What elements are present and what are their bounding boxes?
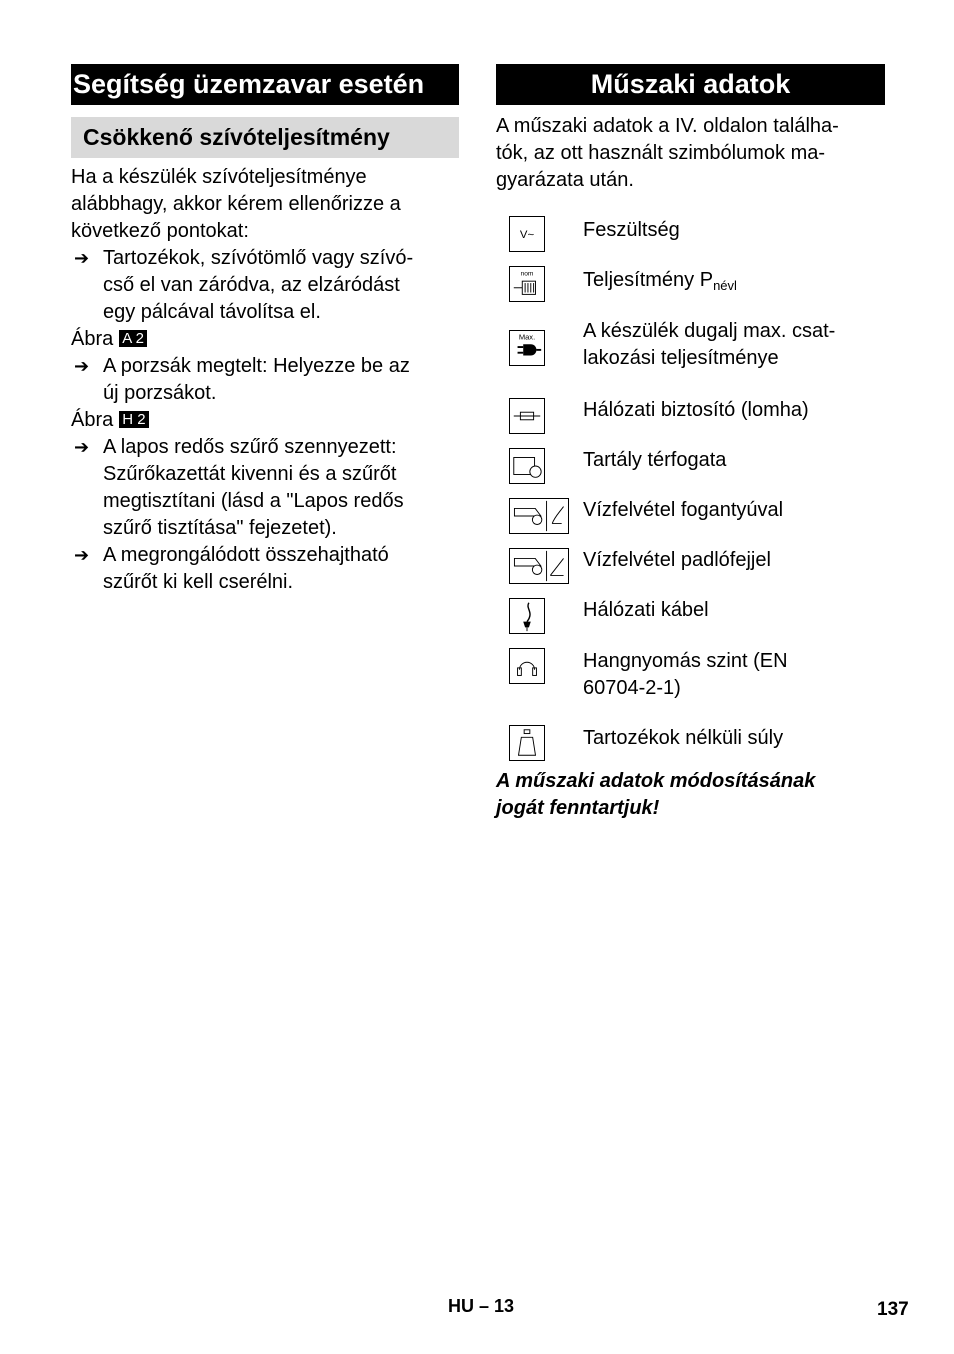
arrow-right-icon: ➔ (74, 356, 90, 376)
notice-line: A műszaki adatok módosításának (496, 770, 816, 792)
intro-line: Ha a készülék szívóteljesítménye (71, 166, 367, 188)
voltage-icon (509, 216, 545, 252)
svg-text:V~: V~ (519, 228, 535, 241)
symbol-label (583, 267, 883, 299)
bullet-item (71, 434, 459, 542)
bullet-line: cső el van záródva, az elzáródást (103, 274, 400, 296)
symbol-label: Hálózati biztosító (lomha) (583, 399, 809, 421)
bullet-item (71, 245, 459, 326)
arrow-right-icon: ➔ (74, 545, 90, 565)
figure-ref (71, 407, 459, 434)
svg-text:Max.: Max. (518, 332, 536, 342)
symbol-label (583, 318, 883, 372)
footer-section-page (448, 1296, 514, 1317)
footer-language: HU (448, 1296, 474, 1316)
cable-icon (509, 598, 545, 634)
intro-line: következő pontokat: (71, 220, 249, 242)
symbol-label: Vízfelvétel padlófejjel (583, 549, 771, 571)
bullet-line: szűrő tisztítása" fejezetet). (103, 517, 337, 539)
symbol-label: Tartály térfogata (583, 449, 727, 471)
intro-line: gyarázata után. (496, 169, 634, 191)
figure-badge: A 2 (119, 330, 147, 347)
figure-label: Ábra (71, 328, 114, 350)
figure-badge: H 2 (119, 411, 148, 428)
specs-change-notice (496, 768, 885, 822)
symbol-label-line: A készülék dugalj max. csat- (583, 320, 836, 342)
figure-ref (71, 326, 459, 353)
water-handle-icon (509, 498, 569, 534)
symbol-label-line: lakozási teljesítménye (583, 347, 779, 369)
symbol-label-line: 60704-2-1) (583, 677, 681, 699)
symbol-label: Hálózati kábel (583, 599, 709, 621)
symbol-label: Vízfelvétel fogantyúval (583, 499, 784, 521)
bullet-item (71, 542, 459, 596)
left-column (71, 64, 459, 596)
symbol-label: Tartozékok nélküli súly (583, 727, 784, 749)
bullet-line: Tartozékok, szívótömlő vagy szívó- (103, 247, 414, 269)
right-column (496, 64, 885, 819)
tank-icon (509, 448, 545, 484)
intro-paragraph (71, 164, 459, 245)
subsection-title-reduced-suction: Csökkenő szívóteljesítmény (71, 117, 459, 158)
weight-icon (509, 725, 545, 761)
fuse-icon (509, 398, 545, 434)
water-floor-icon (509, 548, 569, 584)
arrow-right-icon: ➔ (74, 248, 90, 268)
bullet-line: A megrongálódott összehajtható (103, 544, 389, 566)
sound-pressure-icon (509, 648, 545, 684)
svg-text:nom: nom (520, 270, 534, 278)
technical-intro (496, 113, 885, 194)
intro-line: alábbhagy, akkor kérem ellenőrizze a (71, 193, 401, 215)
figure-label: Ábra (71, 409, 114, 431)
symbol-label-subscript: névl (713, 278, 737, 293)
symbol-label: Feszültség (583, 219, 680, 241)
bullet-item (71, 353, 459, 407)
bullet-line: szűrőt ki kell cserélni. (103, 571, 294, 593)
bullet-line: Szűrőkazettát kivenni és a szűrőt (103, 463, 397, 485)
bullet-line: új porzsákot. (103, 382, 217, 404)
page-number: 137 (877, 1299, 909, 1320)
symbol-label (583, 648, 883, 702)
power-icon (509, 266, 545, 302)
bullet-line: A porzsák megtelt: Helyezze be az (103, 355, 410, 377)
footer-dash: – (479, 1296, 490, 1316)
notice-line: jogát fenntartjuk! (496, 797, 660, 819)
section-title-technical-data: Műszaki adatok (496, 64, 885, 105)
arrow-right-icon: ➔ (74, 437, 90, 457)
bullet-line: megtisztítani (lásd a "Lapos redős (103, 490, 404, 512)
bullet-line: A lapos redős szűrő szennyezett: (103, 436, 397, 458)
intro-line: tók, az ott használt szimbólumok ma- (496, 142, 826, 164)
symbol-label-text: Teljesítmény P (583, 269, 714, 291)
section-title-troubleshooting: Segítség üzemzavar esetén (71, 64, 459, 105)
bullet-line: egy pálcával távolítsa el. (103, 301, 321, 323)
intro-line: A műszaki adatok a IV. oldalon találha- (496, 115, 839, 137)
symbol-label-line: Hangnyomás szint (EN (583, 650, 788, 672)
footer-section-page-number: 13 (494, 1296, 515, 1316)
socket-max-icon (509, 330, 545, 366)
